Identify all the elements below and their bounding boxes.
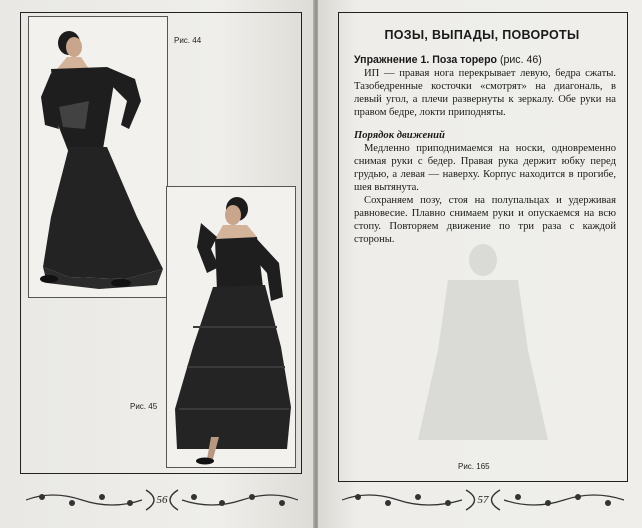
figure-165-caption: Рис. 165	[458, 462, 490, 471]
figure-45-photo	[166, 186, 296, 468]
page-number-right: 57	[477, 494, 489, 506]
figure-45-caption: Рис. 45	[130, 402, 158, 411]
exercise-figure-ref: (рис. 46)	[497, 54, 542, 66]
movement-paragraph-2: Сохраняем позу, стоя на полупальцах и удерживая равновесие. Плавно снимаем руки и опускаемся на всю стопу. Повторяем движение по три раза с каждой стороны.	[354, 195, 616, 245]
page-title: ПОЗЫ, ВЫПАДЫ, ПОВОРОТЫ	[384, 28, 580, 42]
exercise-heading: Упражнение 1. Поза тореро	[354, 54, 498, 66]
figure-44-caption: Рис. 44	[174, 36, 202, 45]
exercise-text	[354, 54, 616, 246]
left-page	[0, 0, 314, 528]
order-heading: Порядок движений	[354, 130, 445, 141]
right-page	[318, 0, 642, 528]
dancer-figure-44	[29, 17, 167, 297]
exercise-heading-line	[354, 54, 616, 67]
dancer-figure-45	[167, 187, 295, 467]
start-position-text: ИП — правая нога перекрывает левую, бедра сжаты. Тазобедренные косточки «смотрят» на диагональ, в левый угол, а плечи развернуты к зеркалу. Обе руки на правом бедре, локти приподняты.	[354, 68, 616, 118]
figure-44-photo	[28, 16, 168, 298]
movement-paragraph-1: Медленно приподнимаемся на носки, одновременно снимая руки с бедер. Правая рука держит юбку перед грудью, а левая — наверху. Корпус находится в прогибе, шея вытянута.	[354, 143, 616, 193]
page-number-left: 56	[156, 494, 168, 506]
figure-165-faint-photo	[408, 240, 558, 460]
